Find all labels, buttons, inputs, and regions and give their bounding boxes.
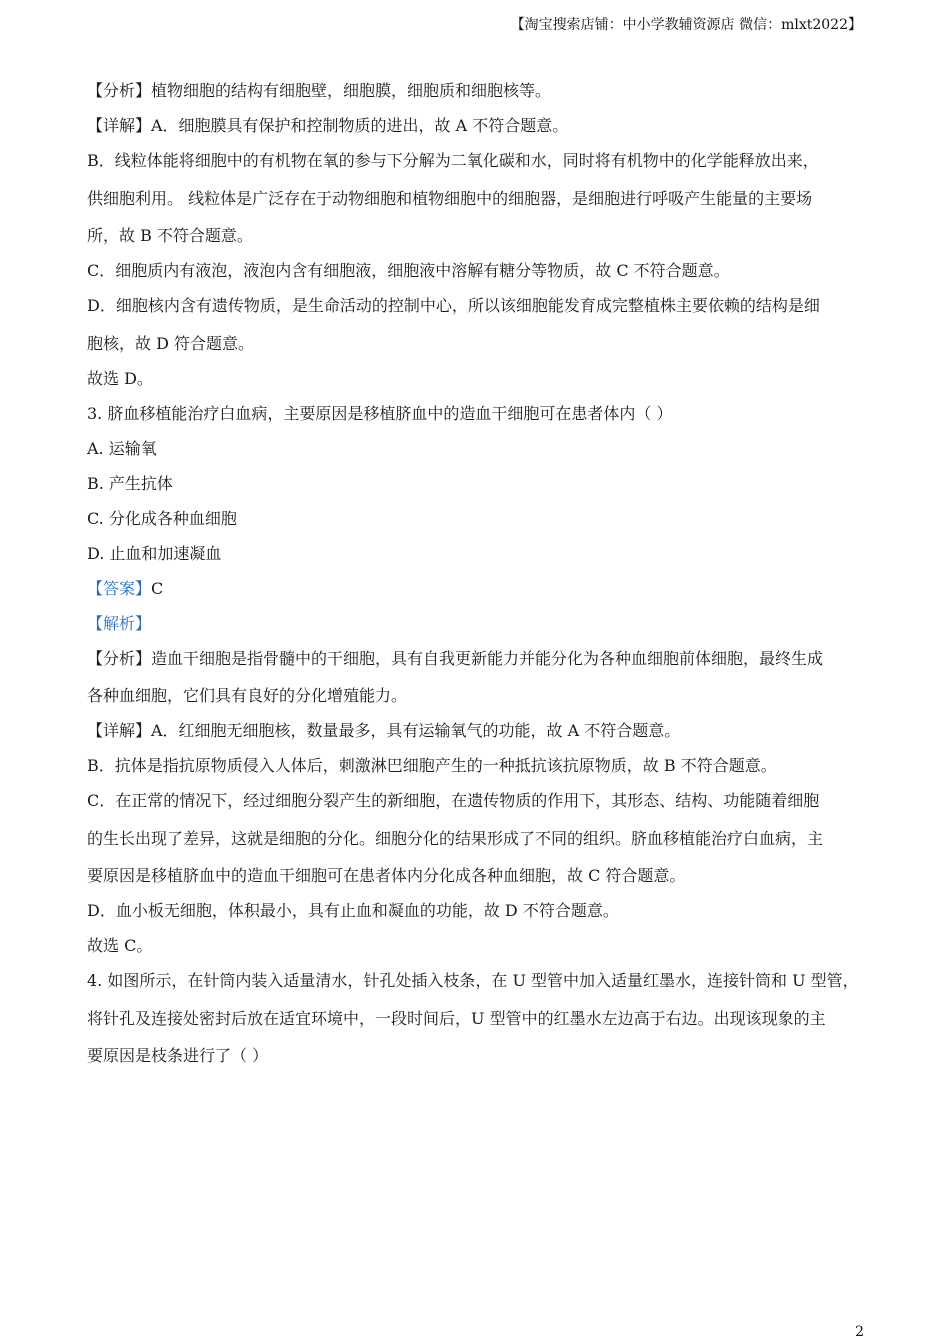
q3-option-d: D. 止血和加速凝血 xyxy=(87,544,222,563)
q2-detail-d-line1: D．细胞核内含有遗传物质，是生命活动的控制中心，所以该细胞能发育成完整植株主要依赖的结构是细 xyxy=(87,296,820,315)
q3-conclusion: 故选 C。 xyxy=(87,936,153,955)
q3-detail-c-line3: 要原因是移植脐血中的造血干细胞可在患者体内分化成各种血细胞，故 C 符合题意。 xyxy=(87,866,686,885)
q4-stem-line1: 4. 如图所示，在针筒内装入适量清水，针孔处插入枝条，在 U 型管中加入适量红墨水，连接针筒和 U 型管， xyxy=(87,971,859,990)
q3-option-a: A. 运输氧 xyxy=(87,439,157,458)
q3-detail-d: D．血小板无细胞，体积最小，具有止血和凝血的功能，故 D 不符合题意。 xyxy=(87,901,619,920)
q3-analysis-line2: 各种血细胞，它们具有良好的分化增殖能力。 xyxy=(87,686,408,705)
q2-detail-d-line2: 胞核，故 D 符合题意。 xyxy=(87,334,255,353)
q2-detail-b-line3: 所，故 B 不符合题意。 xyxy=(87,226,253,245)
q3-option-c: C. 分化成各种血细胞 xyxy=(87,509,237,528)
q3-answer xyxy=(87,576,163,602)
q3-analysis-line1: 【分析】造血干细胞是指骨髓中的干细胞，具有自我更新能力并能分化为各种血细胞前体细胞，最终生成 xyxy=(87,649,824,668)
q2-analysis: 【分析】植物细胞的结构有细胞壁，细胞膜，细胞质和细胞核等。 xyxy=(87,81,552,100)
q4-stem-line3: 要原因是枝条进行了（ ） xyxy=(87,1046,269,1065)
q2-detail-c: C．细胞质内有液泡，液泡内含有细胞液，细胞液中溶解有糖分等物质，故 C 不符合题意。 xyxy=(87,261,730,280)
jiexi-label: 【解析】 xyxy=(87,614,152,633)
q3-detail-c-line1: C．在正常的情况下，经过细胞分裂产生的新细胞，在遗传物质的作用下，其形态、结构、功能随着细胞 xyxy=(87,791,820,810)
q2-conclusion: 故选 D。 xyxy=(87,369,153,388)
q2-detail-a: 【详解】A．细胞膜具有保护和控制物质的进出，故 A 不符合题意。 xyxy=(87,116,569,135)
page-number: 2 xyxy=(855,1324,864,1340)
q3-option-b: B. 产生抗体 xyxy=(87,474,173,493)
q2-detail-b-line2: 供细胞利用。 线粒体是广泛存在于动物细胞和植物细胞中的细胞器，是细胞进行呼吸产生能量的主要场 xyxy=(87,189,813,208)
q3-detail-a: 【详解】A．红细胞无细胞核，数量最多，具有运输氧气的功能，故 A 不符合题意。 xyxy=(87,721,681,740)
page-header: 【淘宝搜索店铺：中小学教辅资源店 微信：mlxt2022】 xyxy=(510,17,862,33)
q3-detail-b: B．抗体是指抗原物质侵入人体后，刺激淋巴细胞产生的一种抵抗该抗原物质，故 B 不符合题意。 xyxy=(87,756,777,775)
q4-stem-line2: 将针孔及连接处密封后放在适宜环境中，一段时间后，U 型管中的红墨水左边高于右边。出现该现象的主 xyxy=(87,1009,826,1028)
answer-label: 【答案】 xyxy=(87,579,152,598)
q2-detail-b-line1: B．线粒体能将细胞中的有机物在氧的参与下分解为二氧化碳和水，同时将有机物中的化学能释放出来， xyxy=(87,151,819,170)
q3-stem: 3. 脐血移植能治疗白血病，主要原因是移植脐血中的造血干细胞可在患者体内（ ） xyxy=(87,404,673,423)
answer-value: C xyxy=(151,579,164,598)
q3-detail-c-line2: 的生长出现了差异，这就是细胞的分化。细胞分化的结果形成了不同的组织。脐血移植能治疗白血病，主 xyxy=(87,829,824,848)
